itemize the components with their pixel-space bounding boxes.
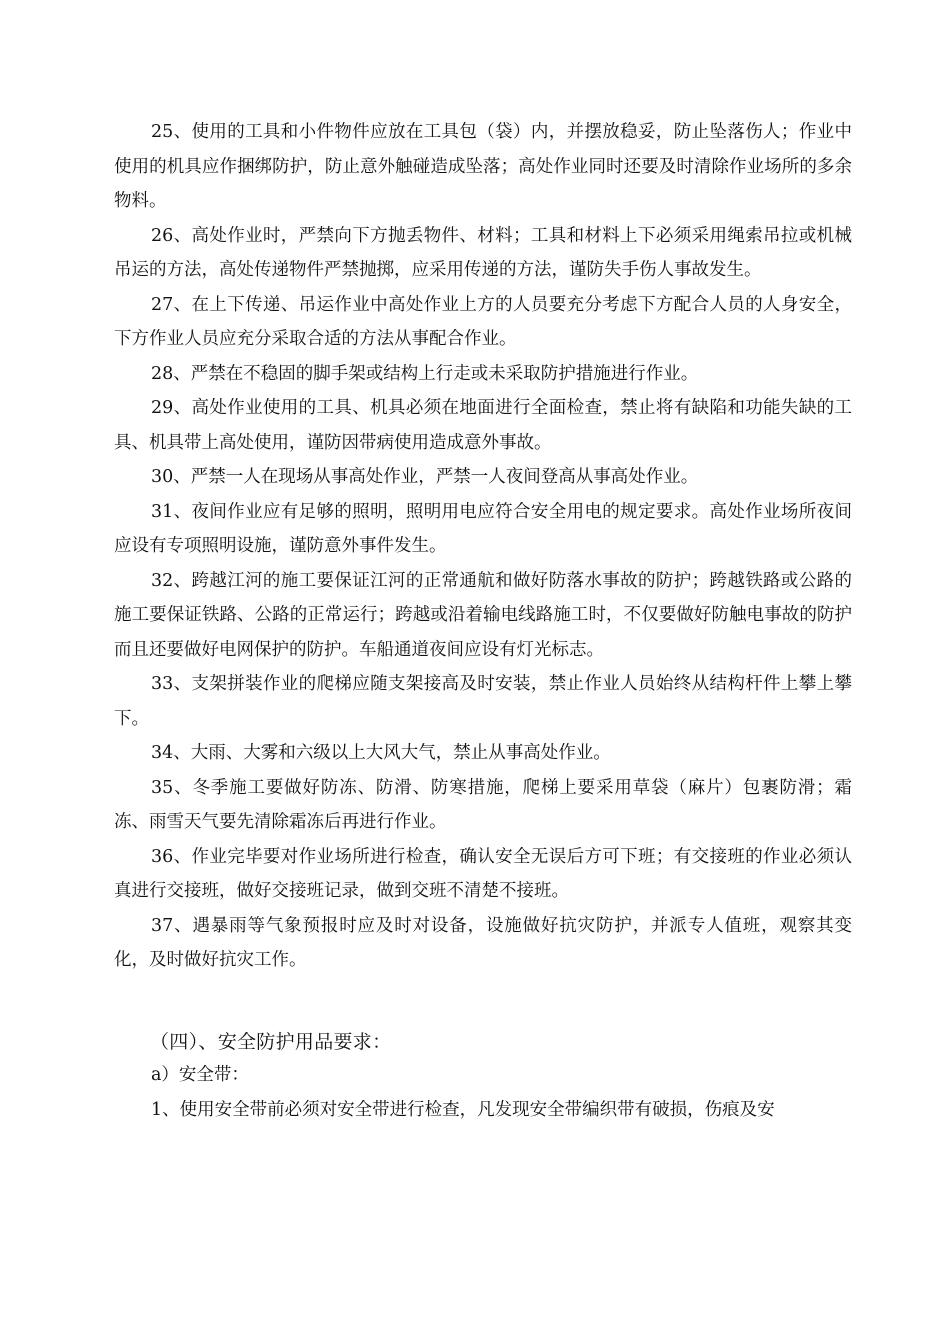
sub-heading-safety-belt: a）安全带： bbox=[151, 1064, 249, 1085]
paragraph-item-27: 27、在上下传递、吊运作业中高处作业上方的人员要充分考虑下方配合人员的人身安全，下方作业人员应充分采取合适的方法从事配合作业。 bbox=[114, 294, 852, 349]
paragraph-item-36: 36、作业完毕要对作业场所进行检查，确认安全无误后方可下班；有交接班的作业必须认真进行交接班，做好交接班记录，做到交班不清楚不接班。 bbox=[114, 846, 852, 901]
paragraph-item-31: 31、夜间作业应有足够的照明，照明用电应符合安全用电的规定要求。高处作业场所夜间应设有专项照明设施，谨防意外事件发生。 bbox=[114, 501, 852, 556]
paragraph-item-29: 29、高处作业使用的工具、机具必须在地面进行全面检查，禁止将有缺陷和功能失缺的工具、机具带上高处使用，谨防因带病使用造成意外事故。 bbox=[114, 398, 852, 453]
paragraph-item-26: 26、高处作业时，严禁向下方抛丢物件、材料；工具和材料上下必须采用绳索吊拉或机械吊运的方法，高处传递物件严禁抛掷，应采用传递的方法，谨防失手伤人事故发生。 bbox=[114, 225, 852, 280]
paragraph-item-32: 32、跨越江河的施工要保证江河的正常通航和做好防落水事故的防护；跨越铁路或公路的施工要保证铁路、公路的正常运行；跨越或沿着输电线路施工时，不仅要做好防触电事故的防护而且还要做好电网保护的防护。车船通道夜间应设有灯光标志。 bbox=[114, 570, 852, 660]
paragraph-item-28: 28、严禁在不稳固的脚手架或结构上行走或未采取防护措施进行作业。 bbox=[151, 363, 699, 384]
paragraph-item-25: 25、使用的工具和小件物件应放在工具包（袋）内，并摆放稳妥，防止坠落伤人；作业中使用的机具应作捆绑防护，防止意外触碰造成坠落；高处作业同时还要及时清除作业场所的多余物料。 bbox=[114, 122, 852, 211]
paragraph-item-34: 34、大雨、大雾和六级以上大风大气，禁止从事高处作业。 bbox=[151, 743, 611, 763]
paragraph-item-33: 33、支架拼装作业的爬梯应随支架接高及时安装，禁止作业人员始终从结构杆件上攀上攀下。 bbox=[114, 674, 852, 729]
paragraph-item-35: 35、冬季施工要做好防冻、防滑、防寒措施，爬梯上要采用草袋（麻片）包裹防滑；霜冻、雨雪天气要先清除霜冻后再进行作业。 bbox=[114, 777, 852, 832]
safety-belt-item-1: 1、使用安全带前必须对安全带进行检查，凡发现安全带编织带有破损，伤痕及安 bbox=[151, 1099, 775, 1120]
paragraph-item-30: 30、严禁一人在现场从事高处作业，严禁一人夜间登高从事高处作业。 bbox=[151, 467, 699, 487]
document-body bbox=[114, 115, 852, 1127]
section-heading: （四）、安全防护用品要求： bbox=[150, 1030, 392, 1053]
paragraph-item-37: 37、遇暴雨等气象预报时应及时对设备，设施做好抗灾防护，并派专人值班，观察其变化，及时做好抗灾工作。 bbox=[114, 915, 852, 970]
